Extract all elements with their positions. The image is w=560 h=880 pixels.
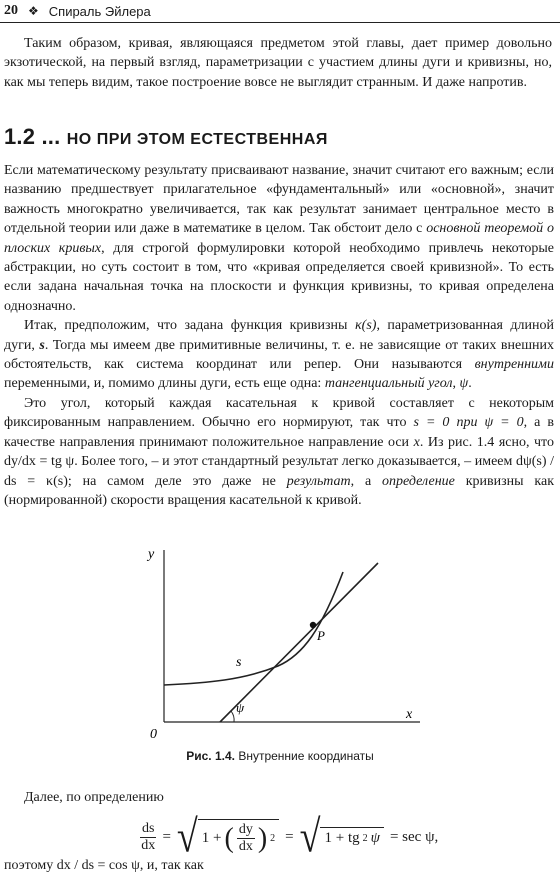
paren-close: ) [257,822,268,854]
frac-dy-dx [237,822,255,855]
equals-1: = [162,828,171,845]
section-title: НО ПРИ ЭТОМ ЕСТЕСТВЕННАЯ [66,131,328,148]
origin-label: 0 [150,727,157,742]
sqrt-2 [299,811,384,863]
frac-num: ds [142,820,155,836]
sqrt-1-content [198,819,279,855]
frac-den: dx [141,837,156,853]
p3-math-3: dψ(s) / ds = κ(s) [4,454,554,489]
point-label: P [317,628,325,643]
p2-text-e: , [452,376,460,392]
section-dots: ... [41,124,61,149]
p3-math-1: s = 0 при ψ = 0 [413,415,524,431]
p3-text-c: . Из рис. 1.4 ясно, что [419,434,554,450]
y-axis-label: y [148,547,155,562]
p2-text-b: , параметризованная длиной дуги, [4,318,554,353]
p2-psi: ψ [459,376,469,392]
definition-lead: Далее, по определению [24,790,164,805]
p3-emphasis-2: определение [382,473,455,489]
paragraph-2 [4,316,554,394]
last-line: поэтому dx / ds = cos ψ, и, так как [4,858,204,873]
exponent-tg: 2 [362,833,368,844]
frac-dx: dx [238,839,253,854]
p2-emphasis-2: тангенциальный угол [324,376,453,392]
equals-2: = [285,828,294,845]
section-number: 1.2 [4,124,36,149]
paragraph-3 [4,394,554,510]
p3-text-f: , а [350,473,383,489]
p2-kappa: κ(s) [354,318,377,334]
p2-text-d: переменными, и, помимо длины дуги, есть еще одна: [4,376,325,392]
sqrt-2-content [320,827,383,847]
one-plus-tg: 1 + tg [324,830,360,846]
page-number: 20 [4,3,18,18]
section-heading [4,124,328,150]
section-body [4,161,554,510]
p1-text-a: Если математическому результату присваивают название, значит считают его важным; если названию предшествует прилагательное «фундаментальный» или «основной», значит важность многократно увеличивается, так как результат занимает центральное место в отдельной теории или даже в математике в целом. Так обстоит дело с [4,163,554,237]
one-plus: 1 + [201,830,222,846]
paren-open: ( [224,822,234,854]
p1-emphasis: основной теоремой о плоских кривых [4,221,555,256]
ornament-icon: ❖ [28,4,39,18]
formula-sec [140,812,438,862]
point-p [310,622,316,628]
p2-text-c: . Тогда мы имеем две примитивные величины, т. е. не зависящие от таких внешних обстоятельств, как система координат или репер. Они называются [4,337,554,373]
sec-psi: = sec ψ, [389,828,439,845]
angle-label: ψ [236,700,245,715]
figure-svg [138,540,428,745]
p3-math-2: dy/dx = tg ψ [4,454,75,470]
p2-text-a: Итак, предположим, что задана функция кривизны [24,318,355,334]
x-axis-label: x [406,707,413,722]
running-title: Спираль Эйлера [48,3,151,19]
p3-x: x [413,434,420,450]
p3-text-d: . Более того, – и этот стандартный результат легко доказывается, – имеем [74,454,516,470]
caption-text: Внутренние координаты [238,749,374,763]
figure-intrinsic-coords [138,540,428,745]
radical-icon: √ [176,811,198,863]
figure-caption [0,749,560,763]
p1-text-b: , для строгой формулировки которой необходимо привлечь некоторые абстракции, но суть состоит в том, что «кривая определяется своей кривизной». То есть если задана начальная точка на плоскости и функция кривизны, то кривая определена однозначно. [4,240,554,314]
p3-emphasis-1: результат [286,473,351,489]
p2-emphasis-1: внутренними [474,357,554,373]
p3-text-b: , а в качестве направления принимают положительное направление оси [4,415,554,450]
frac-ds-dx [140,821,156,854]
paragraph-1 [4,161,554,316]
running-header [4,0,556,22]
frac-dy: dy [238,822,253,837]
radical-icon-2: √ [299,811,321,863]
p2-s: s [39,337,45,353]
sqrt-1 [176,811,279,863]
exponent-2: 2 [270,833,276,844]
psi-symbol: ψ [370,830,380,846]
intro-paragraph: Таким образом, кривая, являющаяся предметом этой главы, дает пример довольно экзотической, на первый взгляд, параметризации с участием длины дуги и кривизны, но, как мы теперь видим, такое построение вовсе не выглядит странным. И даже напротив. [4,36,552,90]
header-rule [0,22,560,23]
tangent-line [220,563,378,722]
p3-text-a: Это угол, который каждая касательная к кривой составляет с некоторым фиксированным направлением. Обычно его нормируют, так что [4,395,554,431]
p3-text-g: кривизны как (нормированной) скорости вращения касательной к кривой. [4,473,554,508]
caption-label: Рис. 1.4. [186,749,235,763]
p2-text-f: . [468,376,472,392]
curve-label: s [236,655,242,670]
angle-arc [231,711,234,722]
p3-text-e: ; на самом деле это даже не [67,473,287,489]
